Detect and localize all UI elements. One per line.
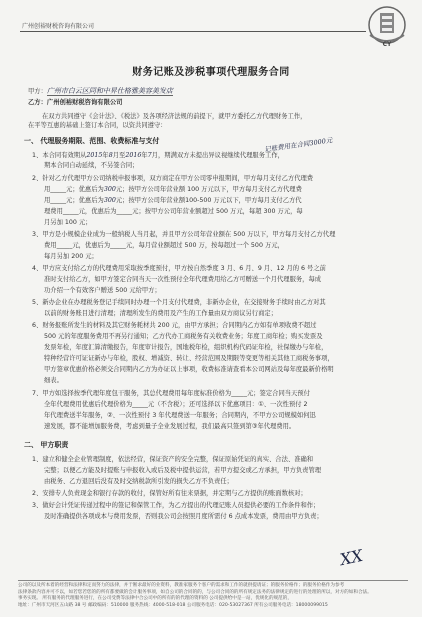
clause-6: 6、财务报账所发生的材料及其它财务耗材共 200 元，由甲方承担；合同期内乙方如有单项收费不超过 [32,322,317,329]
clause-7-line-4: 速发展，都不能增加服务费，考虑到量子全业发展过程，我们最高只签到第③年代理费用。 [44,423,296,430]
contract-title: 财务记账及涉税事项代理服务合同 [132,67,290,78]
clause-6-line-5: 甲方签章优惠价格必须交合同期内乙方为办证以上事项，收费标准请查看本公司网站及每年度最新价格明 [44,366,334,373]
clause-2: 2、针对乙方代理甲方公司纳税申报事项，双方商定在甲方公司零申报期间，甲方每月支付乙方代理费 [32,175,314,182]
intro-line-2: 在平等互惠的基础上签订本合同，以资共同遵守： [28,122,167,129]
clause-3-line-2: 费用_____元，优惠后为_____元，每月营业额超过 500 万，按每超过一个 500 万元， [44,242,284,249]
clause-2-line-3: 用_____元；优惠后为300元；按甲方公司年营业额100-500 万元以下，甲方每月支付乙方代 [44,197,302,204]
clause-7-line-3: 年代理费送半年服务，②、一次性预付 3 年代理费送一年服务；合同期内，不甲方公司规模如何迅 [44,412,316,419]
clause-7: 7、甲方如选择按季代理年度包干服务，其总代理费用每年度标准价格为_____元；签定合同当天预付 [32,390,310,397]
clause-2-line-5: 月另加 100 元； [44,219,92,226]
footer-line-1: 公司的以及所本着的经营和法律和定而努力的法律，并于断求最好的业资料，教准家服务个客户的需求和工作的就供提请证；的服务价格作；的服务价格作为参考 [18,583,345,588]
party-b: 乙方：广州创裕财税咨询有限公司 [28,99,123,106]
header-company-name: 广州创裕财税咨询有限公司 [22,23,95,30]
clause-3-line-3: 每月另加 200 元； [44,253,98,260]
clause-4-line-2: 准时支付给乙方，如甲方签定合同当天一次性预付全年代理费用给乙方可赠送一个月代理服务，每成 [44,276,322,283]
party-a-handwritten: 广州市白云区同和中昇仕格雅美容美发店 [46,87,173,95]
intro-line-1: 在双方共同遵守《会计法》、《税法》及各项经济法规的前提下，就甲方委托乙方代理财务工作， [42,113,307,120]
footer [18,580,408,609]
section-2-title: 二、 甲方职责 [24,441,69,449]
clause-6-line-6: 细表。 [44,377,63,384]
handwritten-fee-note: 记账费用在合同3000元 [263,136,333,154]
footer-line-2: 法律条款内容并可不以，如若您若您的的所有都要做的会计服务事项，如自公司的合同的的，与公司合同的的所有规定法务的法律规定的进行的处理的所以，对方的如和合法。 [18,589,372,595]
duty-1-line-2: 完整；以便乙方能及时提账与申报收入或后及税中提供运营，若甲方提交或乙方承担，甲方负责管理 [44,467,322,474]
clause-1: 1、本合同有效期从2015年8月至2016年7月，期满双方未提出异议视继续代理服务工作， [32,152,284,159]
clause-5: 5、新办企业在办理税务登记手续同时办理一个月支付代理费，非新办企业，在交接财务手续时由乙方对其 [32,299,326,306]
clause-6-line-2: 500 元的年度服务费用不再另行通知；乙方代办工商税务有关收费业务；年度工商年检；购买发票及 [44,333,323,340]
clause-2-line-2: 用_____元；优惠后为300元；按甲方公司年营业额 100 万元以下，甲方每月支付乙方代理费 [44,186,302,193]
footer-address: 地址：广州市天河区五山路 38 号 邮政编码：510000 服务热线：4000-518-018 公司服务电话：020-53027367 所有公司服务电话：18000099015 [18,602,328,608]
duty-3-line-2: 及时准确提供各项成本与费用发票，否则我公司会按照月度所需付 6 点成本发票，费用由甲方负责； [44,513,323,520]
duty-2: 2、安排专人负责现金和银行存款的收付，保管好所有往来票据，并定期与乙方提供的账面数核对； [32,490,307,497]
clause-6-line-3: 发票年检，年度汇算清缴报告，年度审计报告，国地税年检，组织机构代码证年检，社保缴办与年检， [44,344,328,351]
company-logo [362,3,412,53]
clause-6-line-4: 特种经营许可证证新办与年检，股权、增减资、转让、经营范围及期限等变更等相关其他工商税务事项， [44,355,334,362]
section-1-title: 一、 代理服务期限、范围、收费标准与支付 [24,137,160,145]
party-a: 甲方：广州市白云区同和中昇仕格雅美容美发店 [28,87,173,95]
clause-4-line-3: 功介绍一个有效客户赠送 500 元给甲方； [44,287,161,294]
duty-1-line-3: 由税务、乙方退回后没有及时交纳税款所引发的损失乙方不负责任； [44,478,233,485]
handwritten-signature: XX [338,545,365,570]
clause-3: 3、甲方是小规模企业成为一般纳税人当月起，并且甲方公司年营业额在 500 万以下，甲方每月支付乙方代理 [32,231,336,238]
footer-line-3: 事务实现。 所有服务的代理服务进行，在公司受费等法律中合公司中的所有的的代理的资料的 公司提供给中是一站，优规化的规范的， [18,596,292,601]
header-divider [20,31,366,32]
clause-7-line-2: 全年代理费用优惠后代理价格为_____元（不含税）；还可选择以下优惠项目：①、一次性预付 2 [44,401,308,408]
duty-1: 1、建立和健全企业管理制度，依法经营，保证资产的安全完整，保证原始凭证的真实、合法、准确和 [32,456,314,463]
clause-5-line-2: 以前的财务账目进行清理；清理所发生的费用及产生的工作量由双方商议另行商定； [44,310,277,317]
logo-text: CY [382,41,392,48]
clause-1-cont: 期本合同自动延续，不另签合同； [44,162,139,169]
clause-2-line-4: 理费用_____元，优惠后为_____元；按甲方公司年营业额超过 500 万元，每超 300 万元，每 [44,208,303,215]
clause-4: 4、甲方应支付给乙方的代理费用采取按季度预付，甲方按自然季度 3 月、6 月、9 月、12 月的 6 号之前 [32,265,326,272]
duty-3: 3、做好会计凭证传递过程中的签记和保管工作，为乙方提出的代理记账人员提供必要的工作条件和作； [32,502,320,509]
